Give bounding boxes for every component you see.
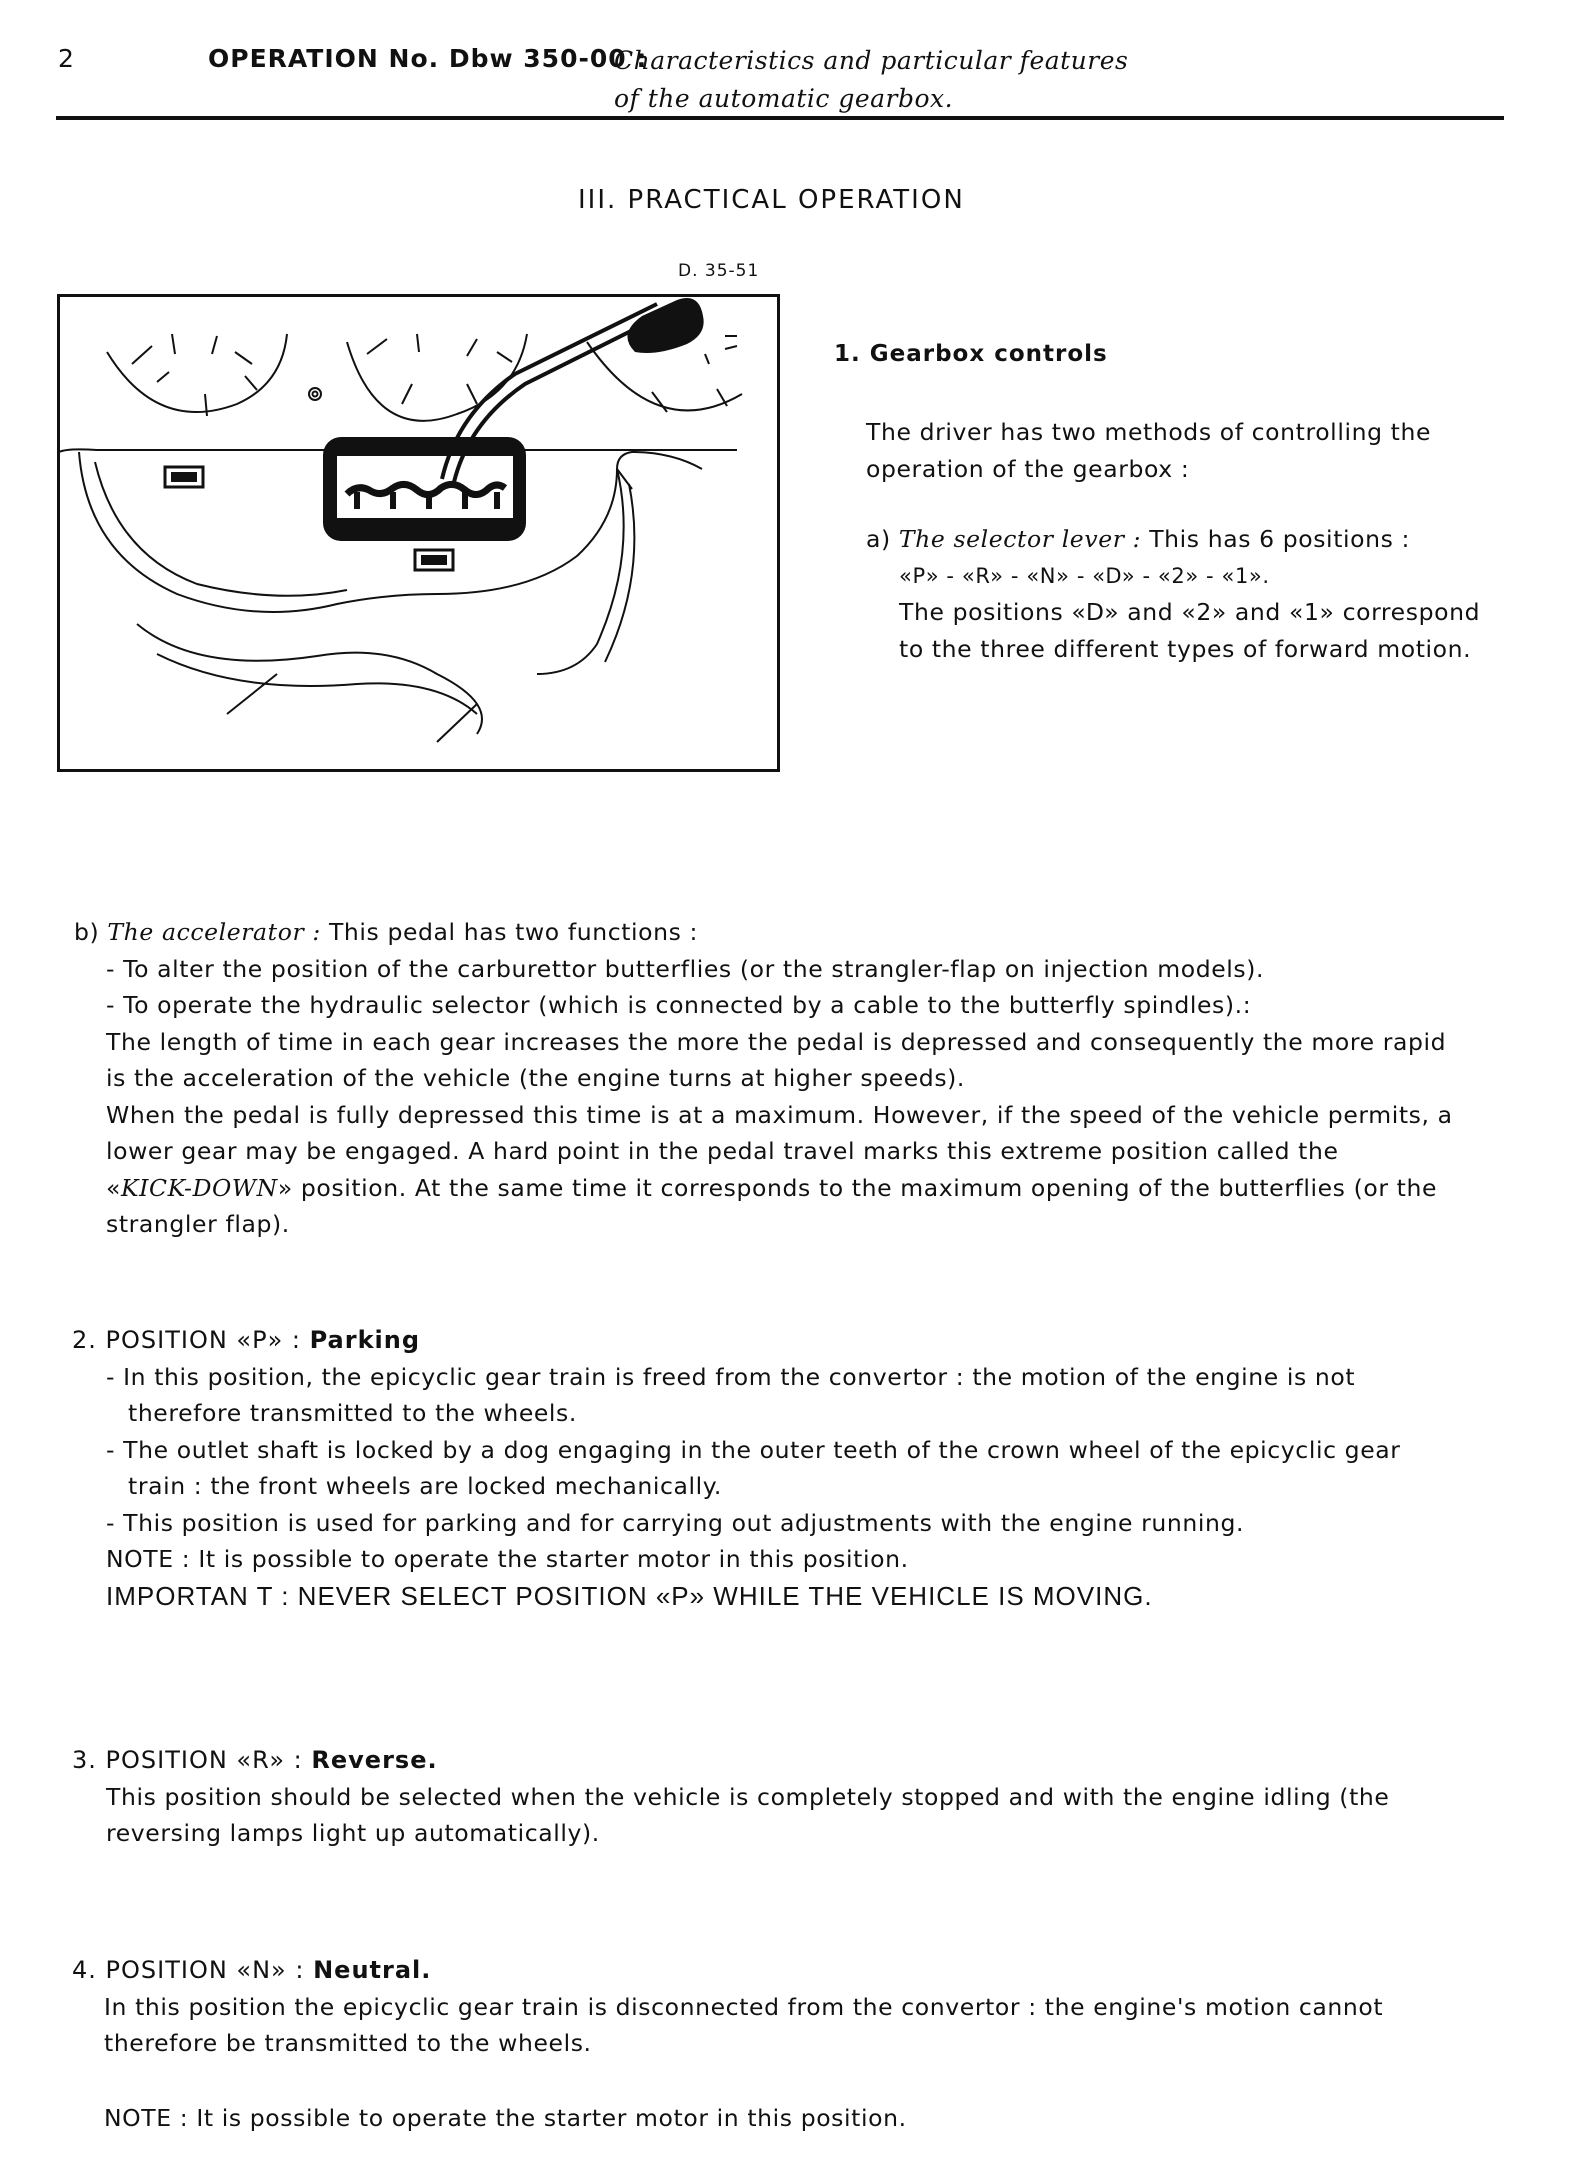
accelerator-line: - To alter the position of the carburettor butterflies (or the strangler-flap on injection models). [106,954,1265,983]
gearbox-controls-heading: 1. Gearbox controls [834,341,1108,367]
position-r-title: Reverse. [311,1746,438,1774]
accelerator-text: This pedal has two functions : [328,918,699,946]
position-r-label: 3. POSITION «R» : [72,1746,303,1774]
intro-line: operation of the gearbox : [866,454,1190,483]
accelerator-line [74,914,1453,951]
position-p-heading [72,1322,1401,1359]
accelerator-line [74,1170,1453,1207]
gearbox-figure [57,294,780,772]
position-n-line: In this position the epicyclic gear train is disconnected from the convertor : the engine's motion cannot [104,1992,1384,2021]
position-p-title: Parking [309,1326,421,1354]
operation-number: OPERATION No. Dbw 350-00 : [208,44,648,73]
selector-lever-line: The positions «D» and «2» and «1» correspond [899,598,1481,626]
selector-positions: «P» - «R» - «N» - «D» - «2» - «1». [899,563,1270,588]
header-subtitle [614,42,1128,118]
position-n-note: NOTE : It is possible to operate the starter motor in this position. [104,2103,907,2132]
accelerator-line: When the pedal is fully depressed this time is at a maximum. However, if the speed of the vehicle permits, a [106,1100,1453,1129]
position-p-section [72,1322,1401,1614]
page-number: 2 [58,44,74,73]
position-p-line: - This position is used for parking and for carrying out adjustments with the engine running. [106,1508,1245,1537]
accelerator-line: lower gear may be engaged. A hard point in the pedal travel marks this extreme position called the [106,1137,1339,1165]
position-n-label: 4. POSITION «N» : [72,1956,305,1984]
kick-down-term: KICK-DOWN [120,1173,278,1202]
accelerator-line8-rest: position. At the same time it corresponds to the maximum opening of the butterflies (or the [292,1173,1438,1202]
header-subtitle-line1: Characteristics and particular features [614,46,1129,75]
accelerator-paragraph [74,914,1453,1243]
gearbox-controls-intro [866,414,1431,487]
accelerator-term: The accelerator : [107,918,321,946]
item-prefix: b) [74,918,100,946]
item-prefix: a) [866,525,891,553]
position-p-line: - The outlet shaft is locked by a dog engaging in the outer teeth of the crown wheel of the epicyclic gear [106,1435,1401,1464]
position-n-line: therefore be transmitted to the wheels. [104,2029,592,2057]
position-n-section [72,1952,1383,2136]
position-p-line: therefore transmitted to the wheels. [128,1399,577,1427]
kick-close: » [277,1173,293,1202]
position-p-label: 2. POSITION «P» : [72,1326,301,1354]
accelerator-line: is the acceleration of the vehicle (the engine turns at higher speeds). [106,1064,966,1092]
figure-reference: D. 35-51 [678,261,760,281]
position-r-section [72,1742,1389,1852]
accelerator-line: The length of time in each gear increases the more the pedal is depressed and consequently the more rapid [106,1027,1447,1056]
accelerator-line: - To operate the hydraulic selector (which is connected by a cable to the butterfly spindles).: [106,991,1252,1019]
accelerator-line: strangler flap). [106,1210,290,1238]
position-r-line: reversing lamps light up automatically). [106,1819,600,1847]
selector-lever-paragraph [866,521,1480,667]
position-p-line: train : the front wheels are locked mechanically. [128,1472,722,1500]
position-n-title: Neutral. [313,1956,432,1984]
selector-lever-text: This has 6 positions : [1149,525,1411,553]
position-p-note: NOTE : It is possible to operate the starter motor in this position. [106,1545,909,1573]
selector-lever-line [866,521,1480,558]
selector-lever-line: to the three different types of forward motion. [899,634,1472,663]
position-n-heading [72,1952,1383,1989]
position-r-heading [72,1742,1389,1779]
position-r-line: This position should be selected when the vehicle is completely stopped and with the engine idling (the [106,1782,1390,1811]
intro-line: The driver has two methods of controlling the [866,418,1432,446]
position-p-important: IMPORTAN T : NEVER SELECT POSITION «P» WHILE THE VEHICLE IS MOVING. [106,1580,1153,1611]
position-p-line: - In this position, the epicyclic gear train is freed from the convertor : the motion of the engine is not [106,1362,1356,1391]
section-title: III. PRACTICAL OPERATION [578,185,965,215]
selector-lever-term: The selector lever : [898,525,1142,553]
header-rule [56,116,1504,120]
header-subtitle-line2: of the automatic gearbox. [614,84,954,113]
kick-open: « [106,1173,121,1202]
